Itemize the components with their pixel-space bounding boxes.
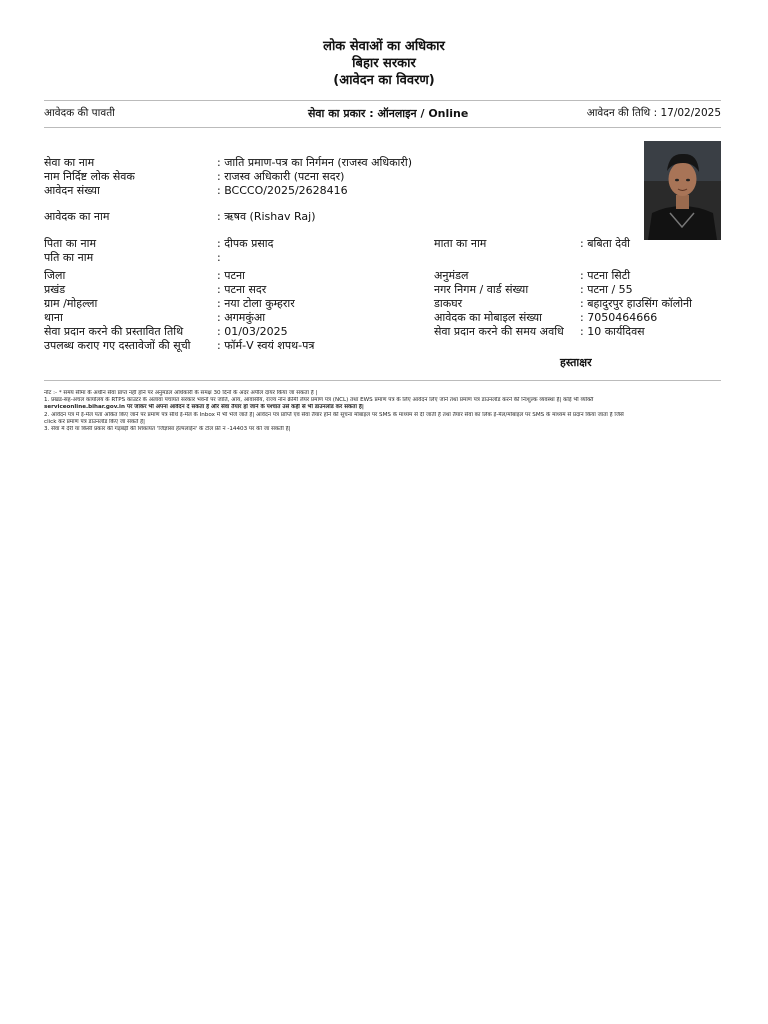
district-label: जिला	[44, 269, 66, 282]
time-limit-label: सेवा प्रदान करने की समय अवधि	[434, 325, 564, 338]
officer-value: : राजस्व अधिकारी (पटना सदर)	[217, 170, 345, 183]
subdivision-label: अनुमंडल	[434, 269, 469, 282]
documents-value: : फॉर्म-V स्वयं शपथ-पत्र	[217, 339, 315, 352]
note-line: serviceonline.bihar.gov.in पर जाकर भी अपना आवेदन दे सकता है और सेवा तैयार हो जाने के पश्चात उसे कहीं से भी डाउनलोड कर सकता है|	[44, 404, 364, 411]
husband-value: :	[217, 251, 221, 264]
village-label: ग्राम /मोहल्ला	[44, 297, 98, 310]
father-value: : दीपक प्रसाद	[217, 237, 274, 250]
header-title: लोक सेवाओं का अधिकार	[323, 39, 445, 54]
applicant-value: : ऋषव (Rishav Raj)	[217, 210, 316, 223]
note-line: नोट :- * समय सीमा के अधीन सेवा प्राप्त नहीं होने पर अनुमंडल अधिकारी के समक्ष 30 दिनों के अंदर अपील दायर किया जा सकता है |	[44, 390, 318, 396]
notes-section	[44, 390, 724, 433]
police-label: थाना	[44, 311, 63, 324]
time-limit-value: : 10 कार्यदिवस	[580, 325, 645, 338]
service-name-label: सेवा का नाम	[44, 156, 95, 169]
document-header	[0, 38, 768, 89]
mobile-value: : 7050464666	[580, 311, 658, 324]
block-label: प्रखंड	[44, 283, 66, 296]
divider-top	[44, 100, 721, 101]
father-label: पिता का नाम	[44, 237, 97, 250]
service-name-value: : जाति प्रमाण-पत्र का निर्गमन (राजस्व अधिकारी)	[217, 156, 413, 169]
application-date: आवेदन की तिथि : 17/02/2025	[586, 107, 721, 119]
proposed-date-value: : 01/03/2025	[217, 325, 288, 338]
divider-sub	[44, 127, 721, 128]
note-line: 2. आवेदन पत्र में ई-मेल पता अंकित किए जाने पर प्रमाण पत्र सीधे ई-मेल के Inbox में भी भेजे जाते हैं| आवेदन पत्र प्राप्ति एवं सेवा तैयार होने की सूचना मोबाइल पर SMS के माध्यम से दी जाती है तथा तैयार सेवा का लिंक ई-मेल/मोबाइल पर SMS के माध्यम से प्रदान किया जाता है जिसे	[44, 411, 624, 418]
block-value: : पटना सदर	[217, 283, 267, 296]
police-value: : अगमकुंआ	[217, 311, 266, 324]
applicant-photo	[644, 141, 721, 240]
village-value: : नया टोला कुम्हरार	[217, 297, 295, 310]
ward-value: : पटना / 55	[580, 283, 633, 296]
mobile-label: आवेदक का मोबाइल संख्या	[434, 311, 542, 324]
subdivision-value: : पटना सिटी	[580, 269, 631, 282]
app-no-value: : BCCCO/2025/2628416	[217, 184, 348, 197]
receipt-label: आवेदक की पावती	[44, 107, 115, 119]
applicant-label: आवेदक का नाम	[44, 210, 110, 223]
note-line: click कर प्रमाण पत्र डाउनलोड किए जा सकते हैं|	[44, 418, 145, 425]
proposed-date-label: सेवा प्रदान करने की प्रस्तावित तिथि	[44, 325, 184, 338]
note-line: 3. सेवा में देरी या किसी प्रकार की गड़बड़ी की शिकायत 'जिज्ञासा हेल्पलाईन' के टॉल फ्री नं -14403 पर की जा सकती है|	[44, 426, 291, 433]
app-no-label: आवेदन संख्या	[44, 184, 100, 197]
husband-label: पति का नाम	[44, 251, 94, 264]
mother-value: : बबिता देवी	[580, 237, 631, 250]
subheader-row	[44, 106, 721, 122]
mother-label: माता का नाम	[434, 237, 487, 250]
header-govt: बिहार सरकार	[352, 56, 416, 71]
note-line: 1. प्रखंड-सह-अंचल कार्यालय के RTPS काउंटर के अलावा पंचायत सरकार भवनों पर जाति, आय, आवासीय, राज्य नॉन क्रीमी लेयर प्रमाण पत्र (NCL) तथा EWS प्रमाण पत्र के लिए आवेदन लिए जाने तथा प्रमाण पत्र डाउनलोड करने की निःशुल्क व्यवस्था है| कोई भी व्यक्ति	[44, 397, 594, 404]
header-subtitle: (आवेदन का विवरण)	[333, 73, 435, 88]
officer-label: नाम निर्दिष्ट लोक सेवक	[44, 170, 135, 183]
service-type: सेवा का प्रकार : ऑनलाइन / Online	[308, 107, 469, 120]
district-value: : पटना	[217, 269, 245, 282]
divider-notes	[44, 380, 721, 381]
postoffice-label: डाकघर	[434, 297, 463, 310]
ward-label: नगर निगम / वार्ड संख्या	[434, 283, 529, 296]
documents-label: उपलब्ध कराए गए दस्तावेजों की सूची	[44, 339, 191, 352]
signature-label: हस्ताक्षर	[560, 356, 592, 369]
person-photo-icon	[644, 141, 721, 240]
postoffice-value: : बहादुरपुर हाउसिंग कॉलोनी	[580, 297, 693, 310]
